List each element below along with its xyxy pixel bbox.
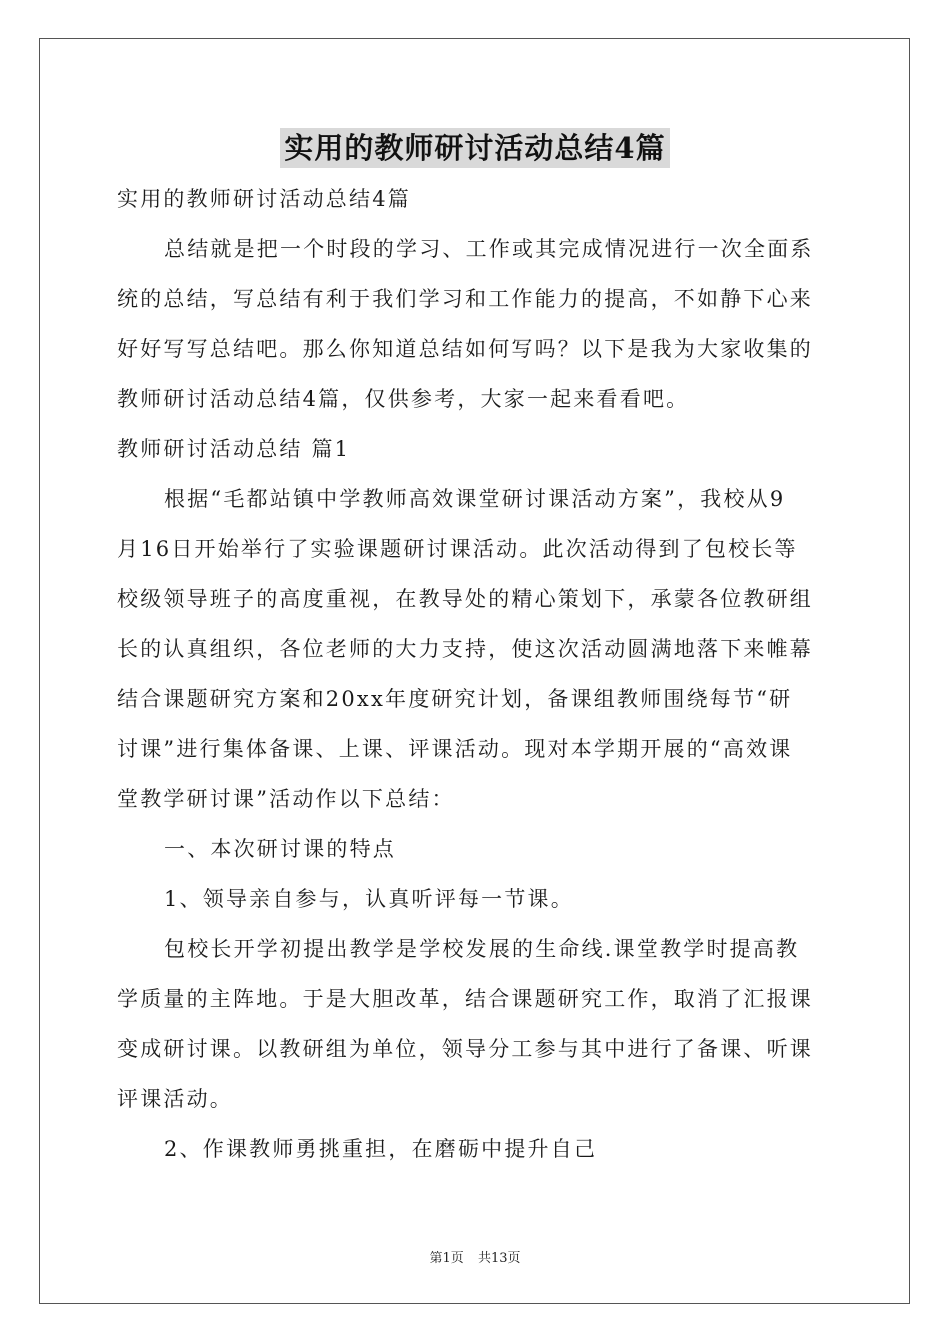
body-line: 结合课题研究方案和20xx年度研究计划，备课组教师围绕每节“研 <box>117 687 793 711</box>
body-line: 讨课”进行集体备课、上课、评课活动。现对本学期开展的“高效课 <box>117 737 793 761</box>
body-line: 堂教学研讨课”活动作以下总结： <box>117 787 455 811</box>
body-line: 包校长开学初提出教学是学校发展的生命线.课堂教学时提高教 <box>164 937 800 961</box>
title-container <box>0 128 950 168</box>
body-line: 根据“毛都站镇中学教师高效课堂研讨课活动方案”，我校从9 <box>164 487 786 511</box>
body-line: 月16日开始举行了实验课题研讨课活动。此次活动得到了包校长等 <box>117 537 798 561</box>
document-title: 实用的教师研讨活动总结4篇 <box>280 128 669 168</box>
list-item: 1、领导亲自参与，认真听评每一节课。 <box>164 887 574 911</box>
body-line: 统的总结，写总结有利于我们学习和工作能力的提高，不如静下心来 <box>117 287 813 311</box>
body-line: 好好写写总结吧。那么你知道总结如何写吗？以下是我为大家收集的 <box>117 337 813 361</box>
body-line: 总结就是把一个时段的学习、工作或其完成情况进行一次全面系 <box>164 237 814 261</box>
body-line: 校级领导班子的高度重视，在教导处的精心策划下，承蒙各位教研组 <box>117 587 813 611</box>
body-line: 变成研讨课。以教研组为单位，领导分工参与其中进行了备课、听课 <box>117 1037 813 1061</box>
list-item: 2、作课教师勇挑重担，在磨砺中提升自己 <box>164 1137 598 1161</box>
subsection-heading: 一、本次研讨课的特点 <box>164 837 396 861</box>
page-footer <box>0 1247 950 1266</box>
page-number: 第1页 <box>429 1251 464 1266</box>
body-line: 实用的教师研讨活动总结4篇 <box>117 187 411 211</box>
body-line: 教师研讨活动总结4篇，仅供参考，大家一起来看看吧。 <box>117 387 690 411</box>
section-heading: 教师研讨活动总结 篇1 <box>117 437 351 461</box>
page-total: 共13页 <box>477 1251 521 1266</box>
body-line: 学质量的主阵地。于是大胆改革，结合课题研究工作，取消了汇报课 <box>117 987 813 1011</box>
body-line: 长的认真组织，各位老师的大力支持，使这次活动圆满地落下来帷幕 <box>117 637 813 661</box>
body-line: 评课活动。 <box>117 1087 233 1111</box>
